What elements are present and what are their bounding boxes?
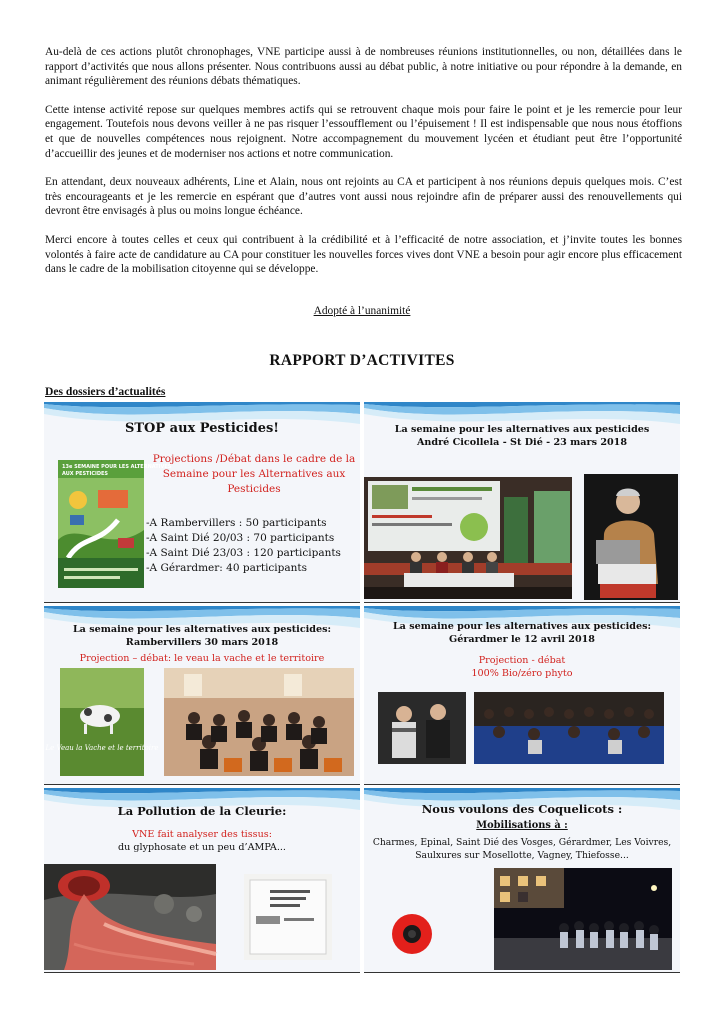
places-line-2: Saulxures sur Mosellotte, Vagney, Thiefosse...: [415, 850, 629, 861]
poster-text-2: AUX PESTICIDES: [62, 471, 109, 477]
participants-item: -A Saint Dié 20/03 : 70 participants: [146, 532, 335, 544]
panel-title: [364, 423, 680, 449]
places-list: [364, 836, 680, 862]
projection-line-2: Semaine pour les Alternatives aux: [162, 468, 346, 480]
pollution-photo: [44, 864, 216, 970]
panel-title-line-2: Rambervillers 30 mars 2018: [125, 637, 279, 648]
panel-rambervillers: [44, 606, 360, 785]
panel-subtitle-line-2: du glyphosate et un peu d’AMPA...: [118, 842, 286, 853]
participants-item: -A Gérardmer: 40 participants: [146, 562, 308, 574]
intro-paragraph-2: Cette intense activité repose sur quelques membres actifs qui se retrouvent chaque mois pour faire le point et je les remercie pour leur engagement. Toutefois nous devons veiller à ne pas risquer l’essoufflement ou l’épuisement ! Il est indispensable que nous nous étoffions et que de nouvelles compétences nous rejoignent. Notre accompagnement du mouvement lycéen et étudiant peut être l’opportunité d’accueillir des jeunes et de moderniser nos actions et notre communication.: [45, 103, 682, 160]
panel-title: Nous voulons des Coquelicots :: [421, 802, 623, 816]
participants-item: -A Saint Dié 23/03 : 120 participants: [146, 547, 341, 559]
panel-title: [44, 623, 360, 649]
poppy-icon: [390, 912, 434, 956]
hall-audience-photo: [474, 692, 664, 764]
speaker-photo: [584, 474, 678, 600]
intro-paragraph-3: En attendant, deux nouveaux adhérents, Line et Alain, nous ont rejoints au CA et participent à nos réunions depuis quelques mois. C’est très encourageants et je les remercie en espérant que d’autres vont aussi nous rejoindre afin de préparer aussi des renouvellements qui devront être envisagés à plus ou moins longue échéance.: [45, 176, 682, 218]
participants-item: -A Rambervillers : 50 participants: [146, 517, 327, 529]
conference-photo: [364, 477, 572, 599]
poster-text-1: 13e SEMAINE POUR LES ALTERNATIVES: [62, 464, 172, 470]
panel-title-line-2: André Cicollela - St Dié - 23 mars 2018: [416, 437, 628, 448]
poster-image: [58, 460, 172, 588]
rapport-title: RAPPORT D’ACTIVITES: [269, 352, 455, 369]
panel-title-line-1: La semaine pour les alternatives aux pesticides:: [392, 621, 652, 632]
projection-line-3: Pesticides: [227, 483, 281, 495]
projection-text: [148, 452, 360, 497]
panel-subtitle: [364, 654, 680, 680]
adopte-line: Adopté à l’unanimité: [313, 305, 411, 317]
panel-subtitle: [44, 828, 360, 854]
film-poster-image: [45, 668, 159, 776]
speakers-photo: [378, 692, 466, 764]
mobilisation-photo: [494, 868, 672, 970]
intro-paragraph-4: Merci encore à toutes celles et ceux qui contribuent à la crédibilité et à l’efficacité de notre association, et j’invite toutes les bonnes volontés à faire acte de candidature au CA pour constituer les nouvelles forces vives dont VNE a besoin pour agir encore plus efficacement dans le cadre de la mobilisation citoyenne qui se développe.: [45, 233, 682, 276]
intro-paragraph-1: Au-delà de ces actions plutôt chronophages, VNE participe aussi à de nombreuses réunions institutionnelles, ou non, détaillées dans le rapport d’activités que nous allons présenter. Nous contribuons aussi au débat public, à notre initiative ou pour répondre à la demande, en animant régulièrement des réunions débats thématiques.: [45, 46, 682, 88]
panel-stop-pesticides: [44, 402, 360, 603]
panel-title: [364, 620, 680, 646]
panel-subtitle: Projection – débat: le veau la vache et le territoire: [79, 653, 325, 664]
sample-bag-photo: [244, 874, 332, 960]
places-line-1: Charmes, Epinal, Saint Dié des Vosges, Gérardmer, Les Voivres,: [372, 837, 672, 848]
panel-title-line-2: Gérardmer le 12 avril 2018: [449, 634, 595, 645]
projection-line-1: Projections /Débat dans le cadre de la: [152, 453, 356, 465]
participants-list: [146, 516, 360, 576]
panel-title: STOP aux Pesticides!: [124, 421, 280, 436]
audience-photo: [164, 668, 354, 776]
panel-subtitle-line-1: Projection - débat: [478, 655, 566, 666]
panel-title-line-1: La semaine pour les alternatives aux pesticides:: [72, 624, 332, 635]
intro-text: [45, 45, 682, 291]
panel-subtitle-line-1: VNE fait analyser des tissus:: [132, 829, 272, 840]
panel-cleurie: [44, 788, 360, 973]
section-label: Des dossiers d’actualités: [45, 385, 166, 398]
panel-gerardmer: [364, 606, 680, 785]
film-poster-text: Le Veau la Vache et le territoire: [45, 744, 159, 752]
panel-cicollela: [364, 402, 680, 603]
panel-subtitle-line-2: 100% Bio/zéro phyto: [471, 668, 573, 679]
panel-coquelicots: [364, 788, 680, 973]
mobilisations-label: Mobilisations à :: [476, 820, 568, 831]
panel-title-line-1: La semaine pour les alternatives aux pesticides: [394, 424, 650, 435]
panel-title: La Pollution de la Cleurie:: [117, 804, 287, 818]
